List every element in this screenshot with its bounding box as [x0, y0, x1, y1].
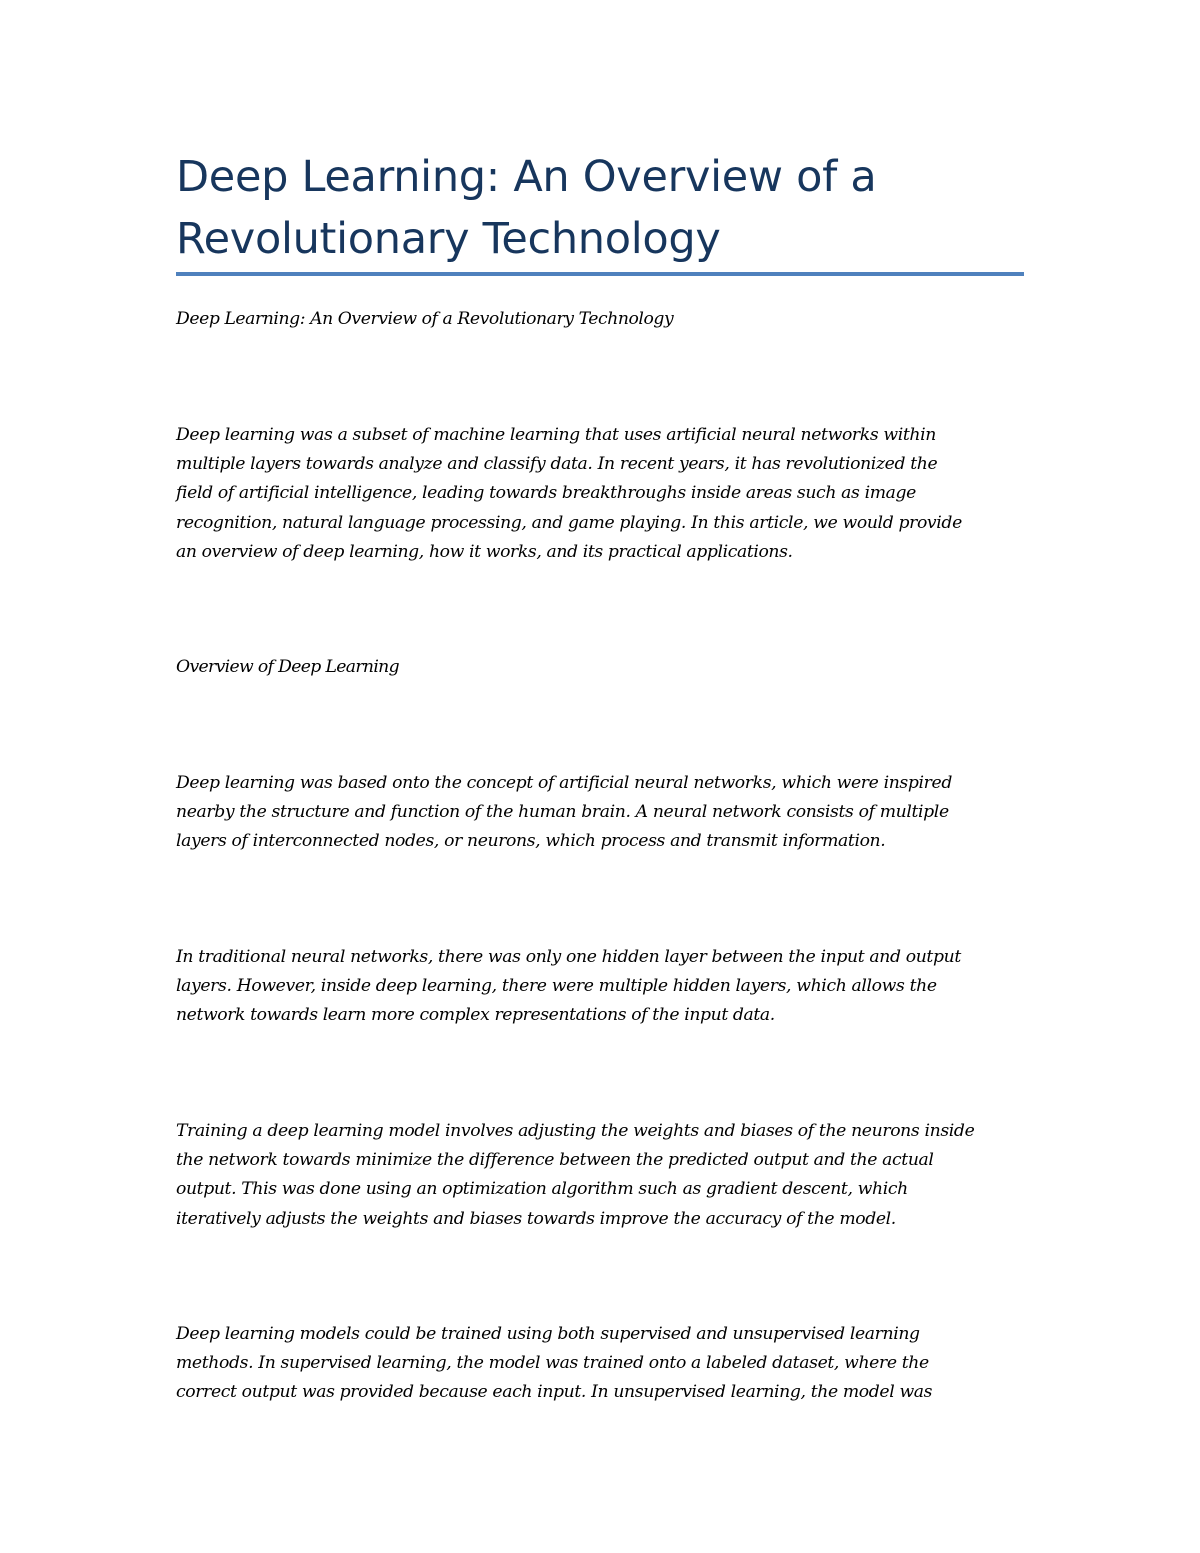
paragraph-neural-networks	[176, 769, 1036, 857]
title-line: Revolutionary Technology	[176, 214, 721, 264]
paragraph-line: methods. In supervised learning, the model was trained onto a labeled dataset, where the	[176, 1353, 929, 1374]
paragraph-line: recognition, natural language processing, and game playing. In this article, we would provide	[176, 512, 962, 533]
paragraph-line: network towards learn more complex representations of the input data.	[176, 1005, 775, 1026]
intro-paragraph	[176, 421, 1036, 567]
paragraph-line: layers. However, inside deep learning, there were multiple hidden layers, which allows the	[176, 976, 937, 997]
paragraph-training	[176, 1117, 1036, 1234]
paragraph-line: multiple layers towards analyze and classify data. In recent years, it has revolutionized the	[176, 454, 938, 475]
paragraph-line: output. This was done using an optimization algorithm such as gradient descent, which	[176, 1179, 908, 1200]
paragraph-line: Training a deep learning model involves adjusting the weights and biases of the neurons inside	[176, 1121, 975, 1141]
section-heading	[176, 653, 1036, 682]
paragraph-line: In traditional neural networks, there was only one hidden layer between the input and output	[176, 947, 961, 967]
paragraph-line: an overview of deep learning, how it works, and its practical applications.	[176, 541, 793, 562]
paragraph-hidden-layers	[176, 943, 1036, 1031]
paragraph-line: nearby the structure and function of the human brain. A neural network consists of multiple	[176, 802, 949, 823]
subtitle-line: Deep Learning: An Overview of a Revolutionary Technology	[176, 309, 674, 329]
paragraph-learning-methods	[176, 1320, 1036, 1408]
paragraph-line: correct output was provided because each input. In unsupervised learning, the model was	[176, 1382, 933, 1403]
document-title	[176, 146, 1026, 270]
paragraph-line: field of artificial intelligence, leading towards breakthroughs inside areas such as image	[176, 483, 916, 504]
paragraph-line: the network towards minimize the difference between the predicted output and the actual	[176, 1150, 934, 1171]
heading-line: Overview of Deep Learning	[176, 657, 399, 677]
title-underline	[176, 272, 1024, 276]
paragraph-line: layers of interconnected nodes, or neurons, which process and transmit information.	[176, 831, 886, 852]
paragraph-line: Deep learning was based onto the concept of artificial neural networks, which were inspired	[176, 773, 952, 793]
document-subtitle	[176, 305, 1036, 334]
title-line: Deep Learning: An Overview of a	[176, 152, 877, 202]
paragraph-line: Deep learning models could be trained using both supervised and unsupervised learning	[176, 1324, 920, 1344]
paragraph-line: iteratively adjusts the weights and biases towards improve the accuracy of the model.	[176, 1208, 896, 1229]
paragraph-line: Deep learning was a subset of machine learning that uses artificial neural networks within	[176, 425, 936, 445]
